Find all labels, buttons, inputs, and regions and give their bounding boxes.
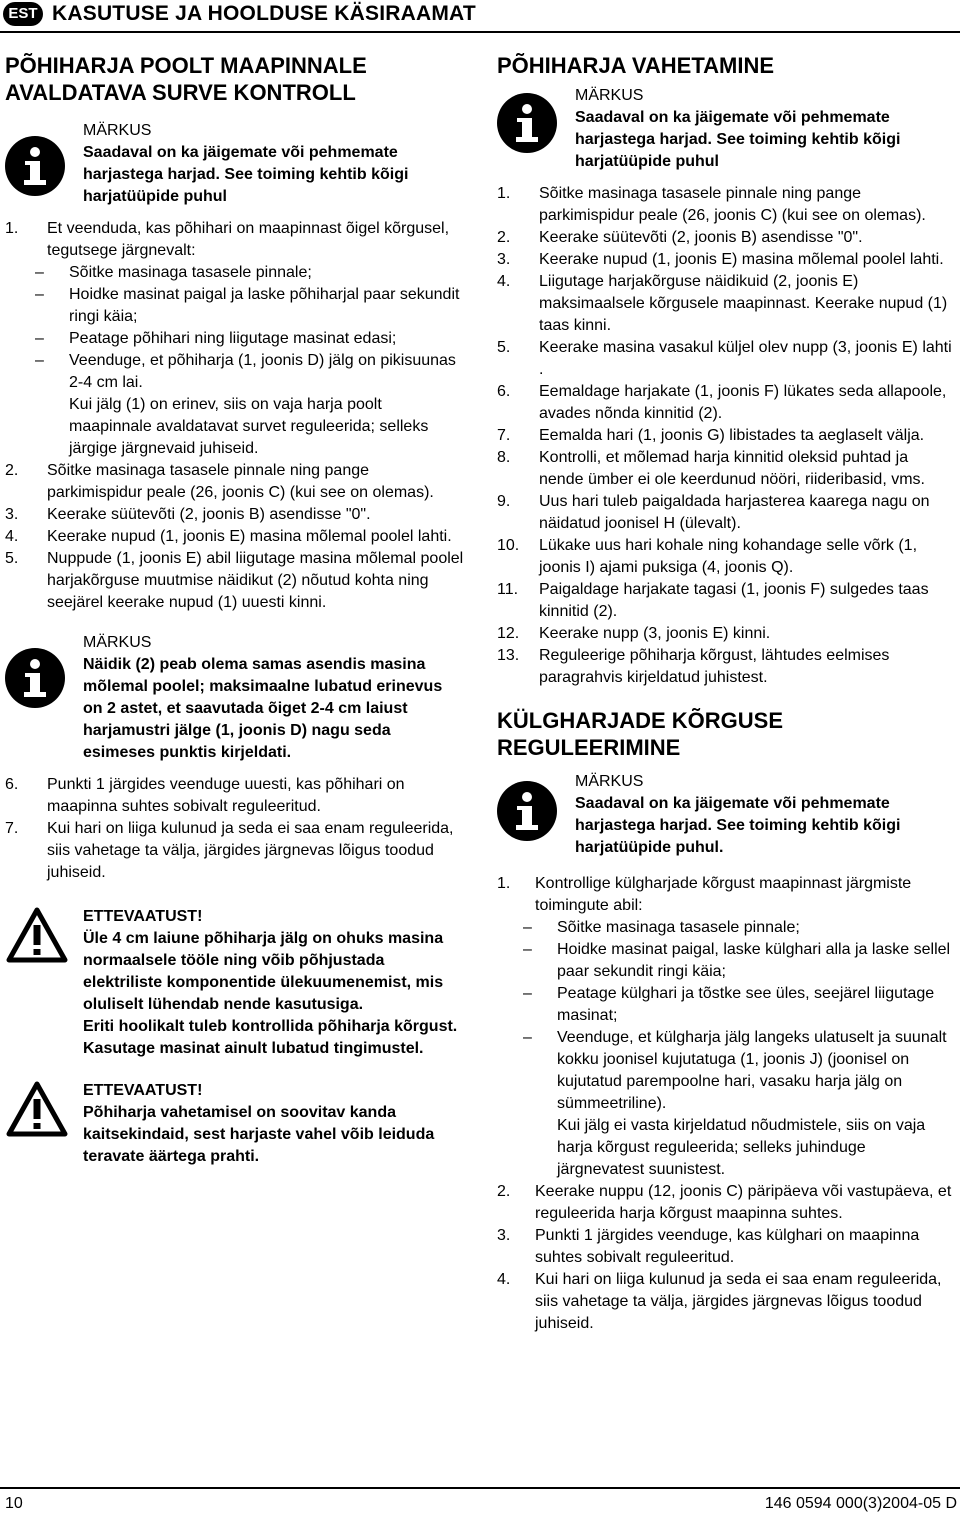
note-label: MÄRKUS <box>83 122 152 139</box>
page-header <box>0 0 960 30</box>
list-item: 2. Sõitke masinaga tasasele pinnale ning pange parkimispidur peale (26, joonis C) (kui see on olemas). <box>5 462 434 501</box>
dash-list <box>523 917 957 1115</box>
footer-divider <box>0 1487 960 1489</box>
list-item: 2. Keerake süütevõti (2, joonis B) asendisse "0". <box>497 229 863 246</box>
warning-box <box>5 906 465 1060</box>
list-item: – Hoidke masinat paigal ja laske põhiharjal paar sekundit ringi käia; <box>35 286 460 325</box>
note-box <box>5 632 465 764</box>
page-number: 10 <box>5 1495 23 1512</box>
warning-text: Üle 4 cm laiune põhiharja jälg on ohuks masina normaalsele tööle ning võib põhjustada elektriliste komponentide ülekuumenemist, mis oluliselt lühendab nende kasutusiga. <box>83 930 444 1013</box>
list-item: – Sõitke masinaga tasasele pinnale; <box>523 919 800 936</box>
list-item: 4. Keerake nupud (1, joonis E) masina mõlemal poolel lahti. <box>5 528 452 545</box>
info-icon <box>5 120 83 196</box>
note-text: Saadaval on ka jäigemate või pehmemate harjastega harjad. See toiming kehtib kõigi harjatüüpide puhul. <box>575 795 901 856</box>
list-item: 3. Keerake süütevõti (2, joonis B) asendisse "0". <box>5 506 371 523</box>
section-title-brush-replacement: PÕHIHARJA VAHETAMINE <box>497 53 775 78</box>
left-column <box>5 52 465 1178</box>
warning-label: ETTEVAATUST! <box>83 1082 203 1099</box>
list-item: 13. Reguleerige põhiharja kõrgust, lähtudes eelmises paragrahvis kirjeldatud juhistest. <box>497 647 890 686</box>
note-label: MÄRKUS <box>575 87 644 104</box>
language-badge: EST <box>3 2 43 26</box>
info-icon <box>5 632 83 708</box>
note-box <box>497 85 957 173</box>
list-item: 5. Nuppude (1, joonis E) abil liigutage masina mõlemal poolel harjakõrguse muutmise näidikut (2) nõutud kohta ning seejärel keerake nupud (1) uuesti kinni. <box>5 550 464 611</box>
list-item: – Peatage külghari ja tõstke see üles, seejärel liigutage masinat; <box>523 985 935 1024</box>
list-item: 9. Uus hari tuleb paigaldada harjasterea kaarega nagu on näidatud joonisel H (ülevalt). <box>497 493 930 532</box>
info-icon <box>497 85 575 153</box>
steps-list <box>5 774 465 884</box>
steps-list <box>497 873 957 1335</box>
list-item: 1. Sõitke masinaga tasasele pinnale ning pange parkimispidur peale (26, joonis C) (kui see on olemas). <box>497 185 926 224</box>
list-item: 3. Punkti 1 järgides veenduge, kas külghari on maapinna suhtes sobivalt reguleeritud. <box>497 1227 920 1266</box>
list-item: – Veenduge, et külgharja jälg langeks ulatuselt ja suunalt kokku joonisel kujutatuga (1, joonis J) (joonisel on kujutatud parempoolne hari, vasaku harja jälg on sümmeetriline). <box>523 1029 947 1112</box>
note-text: Saadaval on ka jäigemate või pehmemate harjastega harjad. See toiming kehtib kõigi harjatüüpide puhul <box>83 144 409 205</box>
info-icon <box>497 771 575 841</box>
note-label: MÄRKUS <box>83 634 152 651</box>
warning-text: Põhiharja vahetamisel on soovitav kanda kaitsekindaid, sest harjaste vahel võib leiduda teravate äärtega prahti. <box>83 1104 435 1165</box>
warning-triangle-icon <box>5 906 83 969</box>
list-item: 2. Keerake nuppu (12, joonis C) päripäeva või vastupäeva, et reguleerida harja kõrgust maapinna suhtes. <box>497 1183 952 1222</box>
list-item: 7. Eemalda hari (1, joonis G) libistades ta aeglaselt välja. <box>497 427 925 444</box>
warning-text: Eriti hoolikalt tuleb kontrollida põhiharja kõrgust. Kasutage masinat ainult lubatud tingimustel. <box>83 1018 458 1057</box>
list-item: – Hoidke masinat paigal, laske külghari alla ja laske sellel paar sekundit ringi käia; <box>523 941 951 980</box>
list-item: – Sõitke masinaga tasasele pinnale; <box>35 264 312 281</box>
note-box <box>497 771 957 859</box>
list-item: 10. Lükake uus hari kohale ning kohandage selle võrk (1, joonis I) ajami puksiga (4, joonis Q). <box>497 537 918 576</box>
manual-title: KASUTUSE JA HOOLDUSE KÄSIRAAMAT <box>52 2 476 25</box>
list-item: – Veenduge, et põhiharja (1, joonis D) jälg on pikisuunas 2-4 cm lai. <box>35 352 456 391</box>
list-item: 4. Liigutage harjakõrguse näidikuid (2, joonis E) maksimaalsele kõrgusele maapinnast. Keerake nupud (1) taas kinni. <box>497 273 948 334</box>
list-item: 12. Keerake nupp (3, joonis E) kinni. <box>497 625 771 642</box>
warning-label: ETTEVAATUST! <box>83 908 203 925</box>
note-text: Näidik (2) peab olema samas asendis masina mõlemal poolel; maksimaalne lubatud erinevus on 2 astet, et saavutada õiget 2-4 cm laiust harjamustri jälge (1, joonis D) nagu seda esimeses punktis kirjeldati. <box>83 656 443 761</box>
list-item: 3. Keerake nupud (1, joonis E) masina mõlemal poolel lahti. <box>497 251 944 268</box>
list-item: 11. Paigaldage harjakate tagasi (1, joonis F) sulgedes taas kinnitid (2). <box>497 581 929 620</box>
section-title-side-brush-height: KÜLGHARJADE KÕRGUSE REGULEERIMINE <box>497 708 784 760</box>
list-item: 6. Punkti 1 järgides veenduge uuesti, kas põhihari on maapinna suhtes sobivalt reguleeritud. <box>5 776 405 815</box>
warning-triangle-icon <box>5 1080 83 1143</box>
dash-list <box>35 262 465 394</box>
list-item: 1. Et veenduda, kas põhihari on maapinnast õigel kõrgusel, tegutsege järgnevalt: – Sõitke masinaga tasasele pinnale; – Hoidke masinat paigal ja laske põhiharjal paar sekundit ringi käia; – Peatage põhihari ning liigutage masinat edasi; – Veenduge, et põhiharja (1, joonis D) jälg on pikisuunas 2-4 cm lai. Kui jälg (1) on erinev, siis on vaja harja poolt maapinnale avaldatavat survet reguleerida; selleks järgige järgnevaid juhiseid. <box>5 218 465 460</box>
note-text: Saadaval on ka jäigemate või pehmemate harjastega harjad. See toiming kehtib kõigi harjatüüpide puhul <box>575 109 901 170</box>
paragraph: Kui jälg (1) on erinev, siis on vaja harja poolt maapinnale avaldatavat survet reguleerida; selleks järgige järgnevaid juhiseid. <box>69 396 429 457</box>
list-item: 6. Eemaldage harjakate (1, joonis F) lükates seda allapoole, avades nõnda kinnitid (2). <box>497 383 947 422</box>
section-title-pressure-check: PÕHIHARJA POOLT MAAPINNALE AVALDATAVA SURVE KONTROLL <box>5 53 367 105</box>
warning-box <box>5 1080 465 1168</box>
note-box <box>5 120 465 208</box>
header-divider <box>0 31 960 33</box>
steps-list <box>497 183 957 689</box>
list-item: 5. Keerake masina vasakul küljel olev nupp (3, joonis E) lahti . <box>497 339 952 378</box>
steps-list <box>5 218 465 614</box>
list-item: 8. Kontrolli, et mõlemad harja kinnitid oleksid puhtad ja nende ümber ei ole keerdunud nööri, riideribasid, vms. <box>497 449 925 488</box>
document-code: 146 0594 000(3)2004-05 D <box>764 1495 957 1512</box>
list-item: 1. Kontrollige külgharjade kõrgust maapinnast järgmiste toimingute abil: – Sõitke masinaga tasasele pinnale; – Hoidke masinat paigal, laske külghari alla ja laske sellel paar sekundit ringi käia; – Peatage külghari ja tõstke see üles, seejärel liigutage masinat; – Veenduge, et külgharja jälg langeks ulatuselt ja suunalt kokku joonisel kujutatuga (1, joonis J) (joonisel on kujutatud parempoolne hari, vasaku harja jälg on sümmeetriline). Kui jälg ei vasta kirjeldatud nõudmistele, siis on vaja harja kõrgust reguleerida; selleks juhinduge järgnevatest suunistest. <box>497 873 957 1181</box>
list-item: – Peatage põhihari ning liigutage masinat edasi; <box>35 330 397 347</box>
right-column <box>497 52 957 1335</box>
list-item: 7. Kui hari on liiga kulunud ja seda ei saa enam reguleerida, siis vahetage ta välja, järgides järgnevas lõigus toodud juhiseid. <box>5 820 454 881</box>
paragraph: Kui jälg ei vasta kirjeldatud nõudmistele, siis on vaja harja kõrgust reguleerida; selleks juhinduge järgnevatest suunistest. <box>557 1117 926 1178</box>
list-item: 4. Kui hari on liiga kulunud ja seda ei saa enam reguleerida, siis vahetage ta välja, järgides järgnevas lõigus toodud juhiseid. <box>497 1271 942 1332</box>
note-label: MÄRKUS <box>575 773 644 790</box>
